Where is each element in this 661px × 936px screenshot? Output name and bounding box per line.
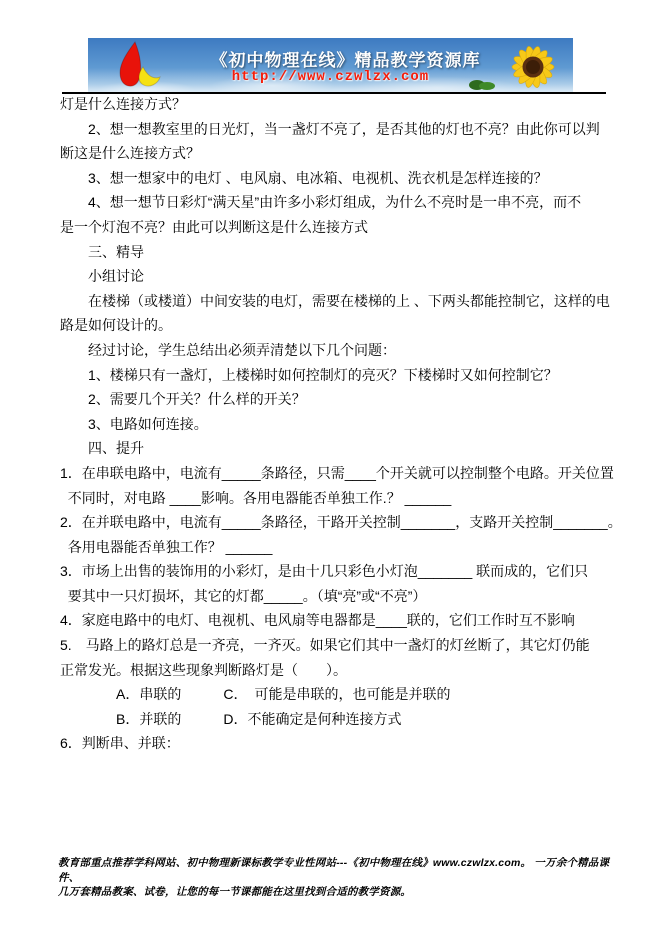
banner-site-title: 《初中物理在线》精品教学资源库 (210, 51, 481, 70)
doc-line: 路是如何设计的。 (60, 317, 172, 334)
question-line: 不同时，对电路 ____影响。各用电器能否单独工作.？ ______ (60, 489, 452, 506)
doc-line: 3、电路如何连接。 (60, 415, 208, 432)
worksheet-body (60, 92, 620, 756)
page-footer (58, 856, 614, 900)
question-line: 6．判断串、并联： (60, 735, 180, 752)
banner-site-url-link[interactable]: http://www.czwlzx.com (231, 69, 430, 85)
footer-line: 几万套精品教案、试卷，让您的每一节课都能在这里找到合适的教学资源。 (58, 886, 412, 898)
question-line: 1．在串联电路中，电流有_____条路径，只需____个开关就可以控制整个电路。开关位置 (60, 464, 614, 481)
question-line: 正常发光。根据这些现象判断路灯是（ ）。 (60, 661, 347, 678)
question-line: 各用电器能否单独工作？ ______ (60, 538, 273, 555)
question-line: 4．家庭电路中的电灯、电视机、电风扇等电器都是____联的，它们工作时互不影响 (60, 612, 575, 629)
section-heading: 三、精导 (60, 243, 144, 260)
doc-line: 2、想一想教室里的日光灯，当一盏灯不亮了，是否其他的灯也不亮？由此你可以判 (60, 120, 600, 137)
doc-line: 1、楼梯只有一盏灯，上楼梯时如何控制灯的亮灭？下楼梯时又如何控制它？ (60, 366, 558, 383)
site-banner (88, 38, 573, 92)
doc-line: 灯是什么连接方式？ (60, 96, 186, 112)
doc-line: 4、想一想节日彩灯“满天星”由许多小彩灯组成，为什么不亮时是一串不亮，而不 (60, 194, 582, 211)
doc-line: 是一个灯泡不亮？由此可以判断这是什么连接方式 (60, 218, 368, 235)
choice-line: A．串联的 C． 可能是串联的，也可能是并联的 (60, 686, 451, 703)
question-line: 2．在并联电路中，电流有_____条路径，干路开关控制_______，支路开关控制_______。 (60, 514, 622, 531)
doc-line: 断这是什么连接方式？ (60, 145, 200, 162)
question-line: 5. 马路上的路灯总是一齐亮，一齐灭。如果它们其中一盏灯的灯丝断了，其它灯仍能 (60, 637, 590, 654)
choice-line: B．并联的 D．不能确定是何种连接方式 (60, 710, 402, 727)
doc-line: 小组讨论 (60, 268, 144, 285)
question-line: 3．市场上出售的装饰用的小彩灯，是由十几只彩色小灯泡_______ 联而成的，它们只 (60, 563, 589, 580)
question-line: 要其中一只灯损坏，其它的灯都_____。（填“亮”或“不亮”） (60, 587, 427, 604)
doc-line: 经过讨论，学生总结出必须弄清楚以下几个问题： (60, 341, 396, 358)
doc-line: 3、想一想家中的电灯 、电风扇、电冰箱、电视机、洗衣机是怎样连接的？ (60, 169, 548, 186)
section-heading: 四、提升 (60, 440, 144, 457)
footer-line: 教育部重点推荐学科网站、初中物理新课标教学专业性网站---《初中物理在线》www.czwlzx.com。 一万余个精品课件、 (58, 857, 610, 884)
doc-line: 在楼梯（或楼道）中间安装的电灯，需要在楼梯的上 、下两头都能控制它，这样的电 (60, 292, 610, 309)
sunflower-icon (491, 38, 569, 92)
doc-line: 2、需要几个开关？什么样的开关？ (60, 391, 306, 408)
